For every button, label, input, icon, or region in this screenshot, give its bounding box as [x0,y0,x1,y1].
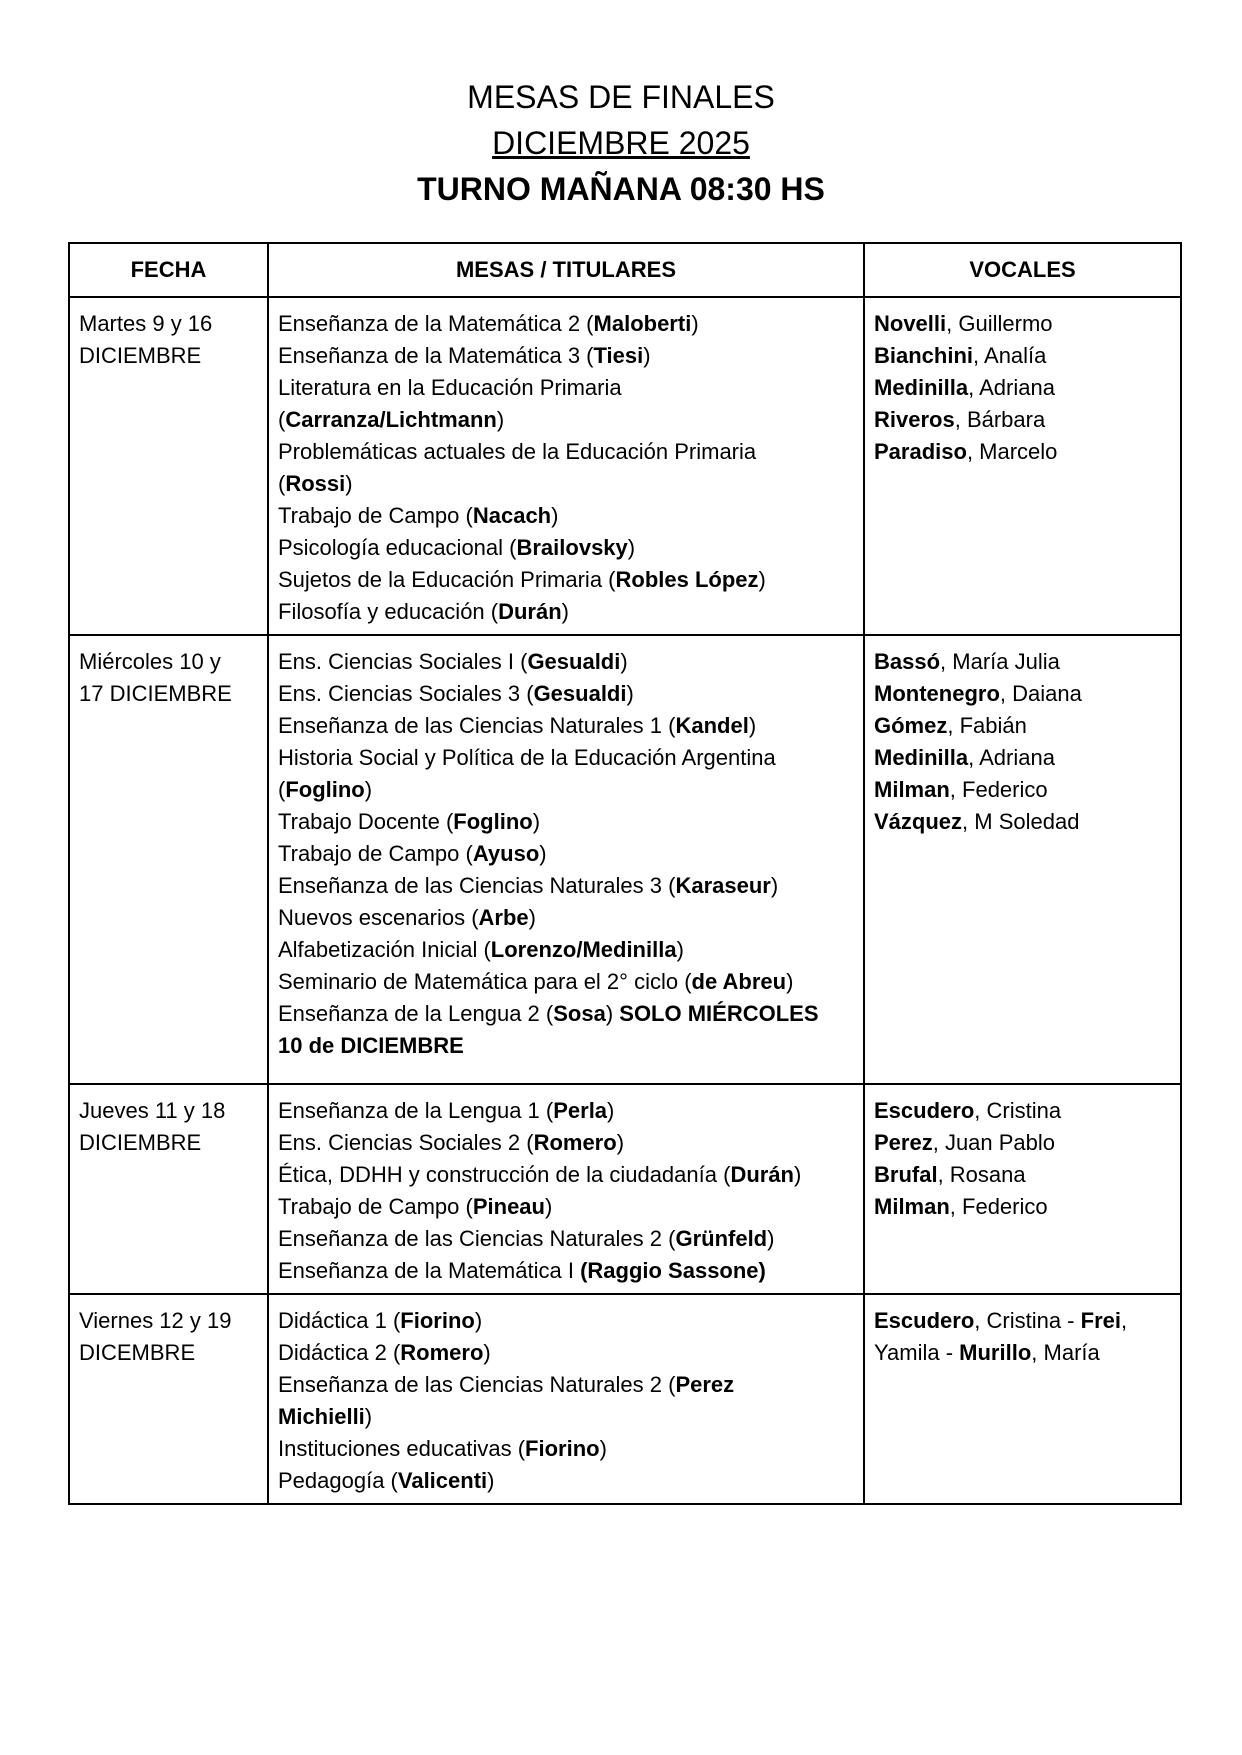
bold-text-segment: Grünfeld [675,1226,768,1251]
bold-text-segment: Milman [874,777,950,802]
text-segment: Enseñanza de la Matemática I [278,1258,581,1283]
bold-text-segment: Fiorino [400,1308,475,1333]
text-segment: ) [528,905,536,930]
bold-text-segment: Gómez [874,713,948,738]
mesa-line [278,966,853,998]
mesa-line [278,532,853,564]
bold-text-segment: Milman [874,1194,950,1219]
mesa-line [278,564,853,596]
bold-text-segment: Durán [498,599,562,624]
bold-text-segment: Michielli [278,1404,365,1429]
column-header-mesas-titulares: MESAS / TITULARES [268,243,864,297]
text-segment: ) [496,407,505,432]
text-segment: ) [532,809,541,834]
bold-text-segment: Frei [1080,1308,1121,1333]
text-segment: ) [643,343,651,368]
column-header-vocales: VOCALES [864,243,1181,297]
vocal-line [874,372,1170,404]
text-segment: Enseñanza de la Matemática 2 ( [278,311,594,336]
text-segment: , Juan Pablo [932,1130,1056,1155]
vocales-cell [864,1294,1181,1504]
text-segment: ) [607,1098,615,1123]
mesa-line [278,646,853,678]
bold-text-segment: Paradiso [874,439,967,464]
mesa-line [278,870,853,902]
text-segment: , María Julia [940,649,1060,674]
mesas-titulares-cell [268,1084,864,1294]
bold-text-segment: Carranza/Lichtmann [285,407,497,432]
document-title [0,0,1242,212]
text-segment: Psicología educacional ( [278,535,517,560]
mesa-line [278,806,853,838]
date-line: 17 DICIEMBRE [79,681,232,706]
mesa-line [278,1433,853,1465]
text-segment: ) [345,471,353,496]
text-segment: ) [758,567,766,592]
text-segment: Trabajo de Campo ( [278,1194,473,1219]
bold-text-segment: Gesualdi [527,649,621,674]
mesa-line [278,1465,853,1497]
text-segment: , Adriana [968,375,1055,400]
text-segment: ) [599,1436,607,1461]
title-line-main: MESAS DE FINALES [467,79,775,115]
date-line: Martes 9 y 16 [79,311,213,336]
bold-text-segment: Medinilla [874,745,969,770]
mesa-line [278,934,853,966]
mesa-line [278,404,853,436]
bold-text-segment: Perez [874,1130,933,1155]
text-segment: ) [616,1130,625,1155]
mesa-line [278,500,853,532]
text-segment: ) [487,1468,495,1493]
text-segment: ) [551,503,559,528]
bold-text-segment: Novelli [874,311,947,336]
text-segment: ) [539,841,547,866]
text-segment: , [1120,1308,1128,1333]
bold-text-segment: Foglino [453,809,533,834]
mesa-line [278,1127,853,1159]
bold-text-segment: Perla [553,1098,608,1123]
finales-schedule-table [68,242,1182,1505]
column-header-fecha: FECHA [69,243,268,297]
text-segment: , Marcelo [966,439,1058,464]
date-line: DICIEMBRE [79,343,202,368]
bold-text-segment: Lorenzo/Medinilla [490,937,677,962]
mesa-line [278,1159,853,1191]
bold-text-segment: Sosa [553,1001,606,1026]
bold-text-segment: Bassó [874,649,941,674]
bold-text-segment: Romero [400,1340,484,1365]
text-segment: ) [544,1194,553,1219]
mesa-line [278,468,853,500]
text-segment: Problemáticas actuales de la Educación Primaria [278,439,757,464]
date-line: Viernes 12 y 19 [79,1308,232,1333]
mesa-line [278,1095,853,1127]
bold-text-segment: Brufal [874,1162,938,1187]
vocales-cell [864,635,1181,1084]
table-row [69,1294,1181,1504]
text-segment: Alfabetización Inicial ( [278,937,491,962]
bold-text-segment: Nacach [472,503,552,528]
text-segment: Enseñanza de la Lengua 1 ( [278,1098,554,1123]
mesa-line [278,1401,853,1433]
mesa-line [278,436,853,468]
text-segment: Pedagogía ( [278,1468,398,1493]
bold-text-segment: Valicenti [397,1468,488,1493]
text-segment: Trabajo de Campo ( [278,503,473,528]
title-line-month: DICIEMBRE 2025 [492,125,750,161]
bold-text-segment: de Abreu [691,969,787,994]
text-segment: , Bárbara [954,407,1046,432]
fecha-cell [69,635,268,1084]
bold-text-segment: Bianchini [874,343,974,368]
text-segment: Trabajo Docente ( [278,809,454,834]
text-segment: ) [483,1340,491,1365]
vocal-line [874,436,1170,468]
vocal-line [874,404,1170,436]
bold-text-segment: 10 de DICIEMBRE [278,1033,464,1058]
mesa-line [278,774,853,806]
table-body [69,297,1181,1504]
text-segment: , Fabián [947,713,1027,738]
vocal-line [874,1191,1170,1223]
mesa-line [278,838,853,870]
mesa-line [278,742,853,774]
bold-text-segment: Montenegro [874,681,1000,706]
text-segment: Ens. Ciencias Sociales 2 ( [278,1130,534,1155]
bold-text-segment: Riveros [874,407,955,432]
text-segment: ) [748,713,757,738]
mesa-line [278,1337,853,1369]
bold-text-segment: Ayuso [472,841,540,866]
text-segment: , Rosana [937,1162,1026,1187]
mesa-line [278,308,853,340]
vocal-line [874,340,1170,372]
vocal-line [874,646,1170,678]
bold-text-segment: Arbe [478,905,529,930]
vocal-line [874,806,1170,838]
text-segment: Enseñanza de la Lengua 2 ( [278,1001,554,1026]
table-row [69,1084,1181,1294]
text-segment: Enseñanza de las Ciencias Naturales 1 ( [278,713,676,738]
mesa-line [278,1255,853,1287]
text-segment: Yamila - [874,1340,960,1365]
mesa-line [278,1305,853,1337]
text-segment: Historia Social y Política de la Educación Argentina [278,745,776,770]
date-line: Jueves 11 y 18 [79,1098,226,1123]
bold-text-segment: Pineau [472,1194,545,1219]
mesa-line [278,902,853,934]
mesas-titulares-cell [268,297,864,635]
vocal-line [874,308,1170,340]
bold-text-segment: Gesualdi [533,681,627,706]
bold-text-segment: (Raggio Sassone) [580,1258,766,1283]
bold-text-segment: Tiesi [593,343,644,368]
vocal-line [874,710,1170,742]
text-segment: Didáctica 2 ( [278,1340,401,1365]
vocal-line [874,1337,1170,1369]
text-segment: ) [626,681,634,706]
text-segment: ) [770,873,779,898]
text-segment: Ens. Ciencias Sociales 3 ( [278,681,534,706]
mesas-titulares-cell [268,1294,864,1504]
bold-text-segment: Medinilla [874,375,969,400]
mesa-line [278,1369,853,1401]
text-segment: , M Soledad [962,809,1080,834]
text-segment: , Guillermo [946,311,1053,336]
text-segment: , Cristina - [974,1308,1081,1333]
text-segment: , Cristina [974,1098,1062,1123]
text-segment: ) [620,649,628,674]
text-segment: ( [278,407,286,432]
text-segment: , Daiana [999,681,1082,706]
text-segment: Trabajo de Campo ( [278,841,473,866]
vocal-line [874,1305,1170,1337]
text-segment: Nuevos escenarios ( [278,905,479,930]
mesa-line [278,678,853,710]
text-segment: ) [364,1404,373,1429]
mesa-line [278,1191,853,1223]
text-segment: , Adriana [968,745,1055,770]
text-segment: Literatura en la Educación Primaria [278,375,622,400]
text-segment: Didáctica 1 ( [278,1308,401,1333]
bold-text-segment: Romero [533,1130,617,1155]
fecha-cell [69,297,268,635]
mesa-line [278,340,853,372]
text-segment: ) [794,1162,802,1187]
text-segment: Enseñanza de las Ciencias Naturales 2 ( [278,1372,676,1397]
table-header-row [69,243,1181,297]
table-row [69,635,1181,1084]
fecha-cell [69,1084,268,1294]
text-segment: Enseñanza de las Ciencias Naturales 2 ( [278,1226,676,1251]
bold-text-segment: SOLO MIÉRCOLES [619,1001,819,1026]
text-segment: , Analía [973,343,1047,368]
bold-text-segment: Escudero [874,1098,975,1123]
date-line: DICIEMBRE [79,1130,202,1155]
text-segment: Sujetos de la Educación Primaria ( [278,567,616,592]
text-segment: Enseñanza de las Ciencias Naturales 3 ( [278,873,676,898]
bold-text-segment: Durán [730,1162,794,1187]
bold-text-segment: Kandel [675,713,749,738]
title-line-shift: TURNO MAÑANA 08:30 HS [417,171,825,207]
mesas-titulares-cell [268,635,864,1084]
vocal-line [874,1159,1170,1191]
vocal-line [874,678,1170,710]
text-segment: ) [561,599,569,624]
bold-text-segment: Fiorino [525,1436,600,1461]
mesa-line [278,596,853,628]
text-segment: ) [605,1001,620,1026]
mesa-line [278,998,853,1030]
text-segment: , Federico [949,777,1048,802]
text-segment: ) [364,777,373,802]
text-segment: ( [278,777,286,802]
bold-text-segment: Karaseur [675,873,771,898]
bold-text-segment: Maloberti [593,311,692,336]
text-segment: Seminario de Matemática para el 2° ciclo ( [278,969,692,994]
mesa-line [278,1223,853,1255]
text-segment: ) [627,535,636,560]
table-row [69,297,1181,635]
bold-text-segment: Foglino [285,777,365,802]
vocal-line [874,1095,1170,1127]
vocal-line [874,774,1170,806]
mesa-line [278,372,853,404]
text-segment: Ens. Ciencias Sociales I ( [278,649,528,674]
bold-text-segment: Murillo [959,1340,1032,1365]
bold-text-segment: Escudero [874,1308,975,1333]
text-segment: Enseñanza de la Matemática 3 ( [278,343,594,368]
text-segment: ) [691,311,699,336]
vocal-line [874,742,1170,774]
bold-text-segment: Rossi [285,471,346,496]
vocal-line [874,1127,1170,1159]
vocales-cell [864,1084,1181,1294]
text-segment: ) [474,1308,483,1333]
text-segment: ( [278,471,286,496]
date-line: Miércoles 10 y [79,649,221,674]
text-segment: , María [1031,1340,1100,1365]
text-segment: Instituciones educativas ( [278,1436,526,1461]
fecha-cell [69,1294,268,1504]
text-segment: ) [676,937,684,962]
text-segment: , Federico [949,1194,1048,1219]
date-line: DICEMBRE [79,1340,196,1365]
bold-text-segment: Robles López [615,567,759,592]
mesa-line [278,710,853,742]
bold-text-segment: Brailovsky [516,535,628,560]
vocales-cell [864,297,1181,635]
text-segment: ) [786,969,794,994]
text-segment: Filosofía y educación ( [278,599,499,624]
bold-text-segment: Perez [675,1372,735,1397]
text-segment: Ética, DDHH y construcción de la ciudadanía ( [278,1162,731,1187]
mesa-line [278,1030,853,1062]
text-segment: ) [767,1226,775,1251]
bold-text-segment: Vázquez [874,809,963,834]
